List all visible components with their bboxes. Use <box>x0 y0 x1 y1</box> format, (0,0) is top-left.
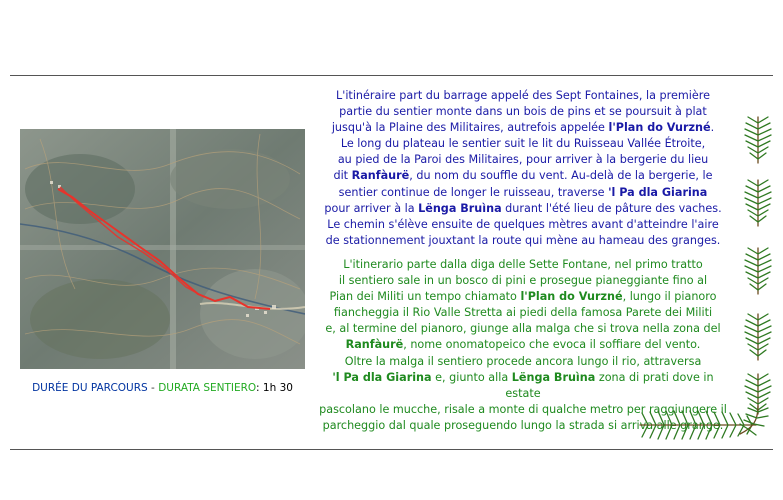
pine-branch-icon <box>742 115 774 165</box>
it-line-3a: Pian dei Militi un tempo chiamato <box>329 290 521 304</box>
fr-p2-line-1: Le long du plateau le sentier suit le lit du Ruisseau Vallée Étroite, <box>340 137 706 151</box>
pine-branch-icon <box>742 312 774 362</box>
duration-label-fr: DURÉE DU PARCOURS <box>32 382 148 394</box>
duration-value: 1h 30 <box>262 382 293 394</box>
place-name-plan-do-vurzne: l'Plan do Vurzné <box>608 121 711 135</box>
fr-p1-line-3: jusqu'à la Plaine des Militaires, autrefois appelée <box>331 121 609 135</box>
it-line-2: il sentiero sale in un bosco di pini e prosegue pianeggiante fino al <box>338 274 708 288</box>
french-paragraph-1 <box>318 88 728 136</box>
it-place-ranfaure: Ranfàurë <box>345 338 404 352</box>
it-line-10: parcheggio dal quale proseguendo lungo la strada si arriva alle grange. <box>322 418 724 432</box>
french-paragraph-2 <box>318 136 728 249</box>
top-divider <box>10 75 773 76</box>
it-line-5: e, al termine del pianoro, giunge alla malga che si trova nella zona del <box>325 322 721 336</box>
fr-p1-line-1: L'itinéraire part du barrage appelé des Sept Fontaines, la première <box>336 89 710 102</box>
it-line-8d: zona di prati dove in estate <box>505 370 714 400</box>
it-line-6b: , nome onomatopeico che evoca il soffiare del vento. <box>403 338 701 352</box>
duration-label-it: DURATA SENTIERO <box>158 382 256 394</box>
pine-branch-icon <box>738 404 774 440</box>
caption-colon: : <box>256 382 260 394</box>
fr-p2-line-5c: durant l'été lieu de pâture des vaches. <box>501 201 722 215</box>
topographic-map-icon <box>20 129 305 369</box>
place-name-lenga-bruina: Lënga Bruìna <box>418 201 502 215</box>
trail-duration-caption <box>20 382 305 394</box>
pine-branch-icon <box>742 178 774 228</box>
description-column <box>318 88 728 434</box>
fr-p2-line-3a: dit <box>333 169 352 183</box>
fr-p2-line-4a: sentier continue de longer le ruisseau, traverse <box>338 185 609 199</box>
it-line-1: L'itinerario parte dalla diga delle Sette Fontane, nel primo tratto <box>343 257 703 271</box>
place-name-ranfaure: Ranfàurë <box>351 169 410 183</box>
it-place-plan-do-vurzne: l'Plan do Vurzné <box>520 290 623 304</box>
fr-p2-line-3c: , du nom du souffle du vent. Au-delà de la bergerie, le <box>409 169 713 183</box>
it-place-lenga-bruina: Lënga Bruìna <box>511 370 596 384</box>
it-place-pa-dla-giarina: 'l Pa dla Giarina <box>332 370 432 384</box>
fr-p2-line-7: de stationnement jouxtant la route qui mène au hameau des granges. <box>325 233 721 247</box>
fr-p2-line-6: Le chemin s'élève ensuite de quelques mètres avant d'atteindre l'aire <box>327 217 719 231</box>
it-line-3c: , lungo il pianoro <box>622 290 717 304</box>
place-name-pa-dla-giarina: 'l Pa dla Giarina <box>608 185 708 199</box>
it-line-4: fiancheggia il Rio Valle Stretta ai piedi della famosa Parete dei Militi <box>333 306 713 320</box>
fr-p1-end: . <box>710 121 715 135</box>
pine-branch-icon <box>742 246 774 296</box>
fr-p2-line-2: au pied de la Paroi des Militaires, pour arriver à la bergerie du lieu <box>337 153 709 167</box>
it-line-7: Oltre la malga il sentiero procede ancora lungo il rio, attraversa <box>344 354 702 368</box>
caption-separator: - <box>151 382 155 394</box>
fr-p1-line-2: partie du sentier monte dans un bois de pins et se poursuit à plat <box>339 105 707 119</box>
trail-map-image <box>20 129 305 369</box>
it-line-9: pascolano le mucche, risale a monte di qualche metro per raggiungere il <box>319 402 727 416</box>
fr-p2-line-5a: pour arriver à la <box>324 201 419 215</box>
bottom-divider <box>10 449 773 450</box>
it-line-8b: e, giunto alla <box>431 370 512 384</box>
